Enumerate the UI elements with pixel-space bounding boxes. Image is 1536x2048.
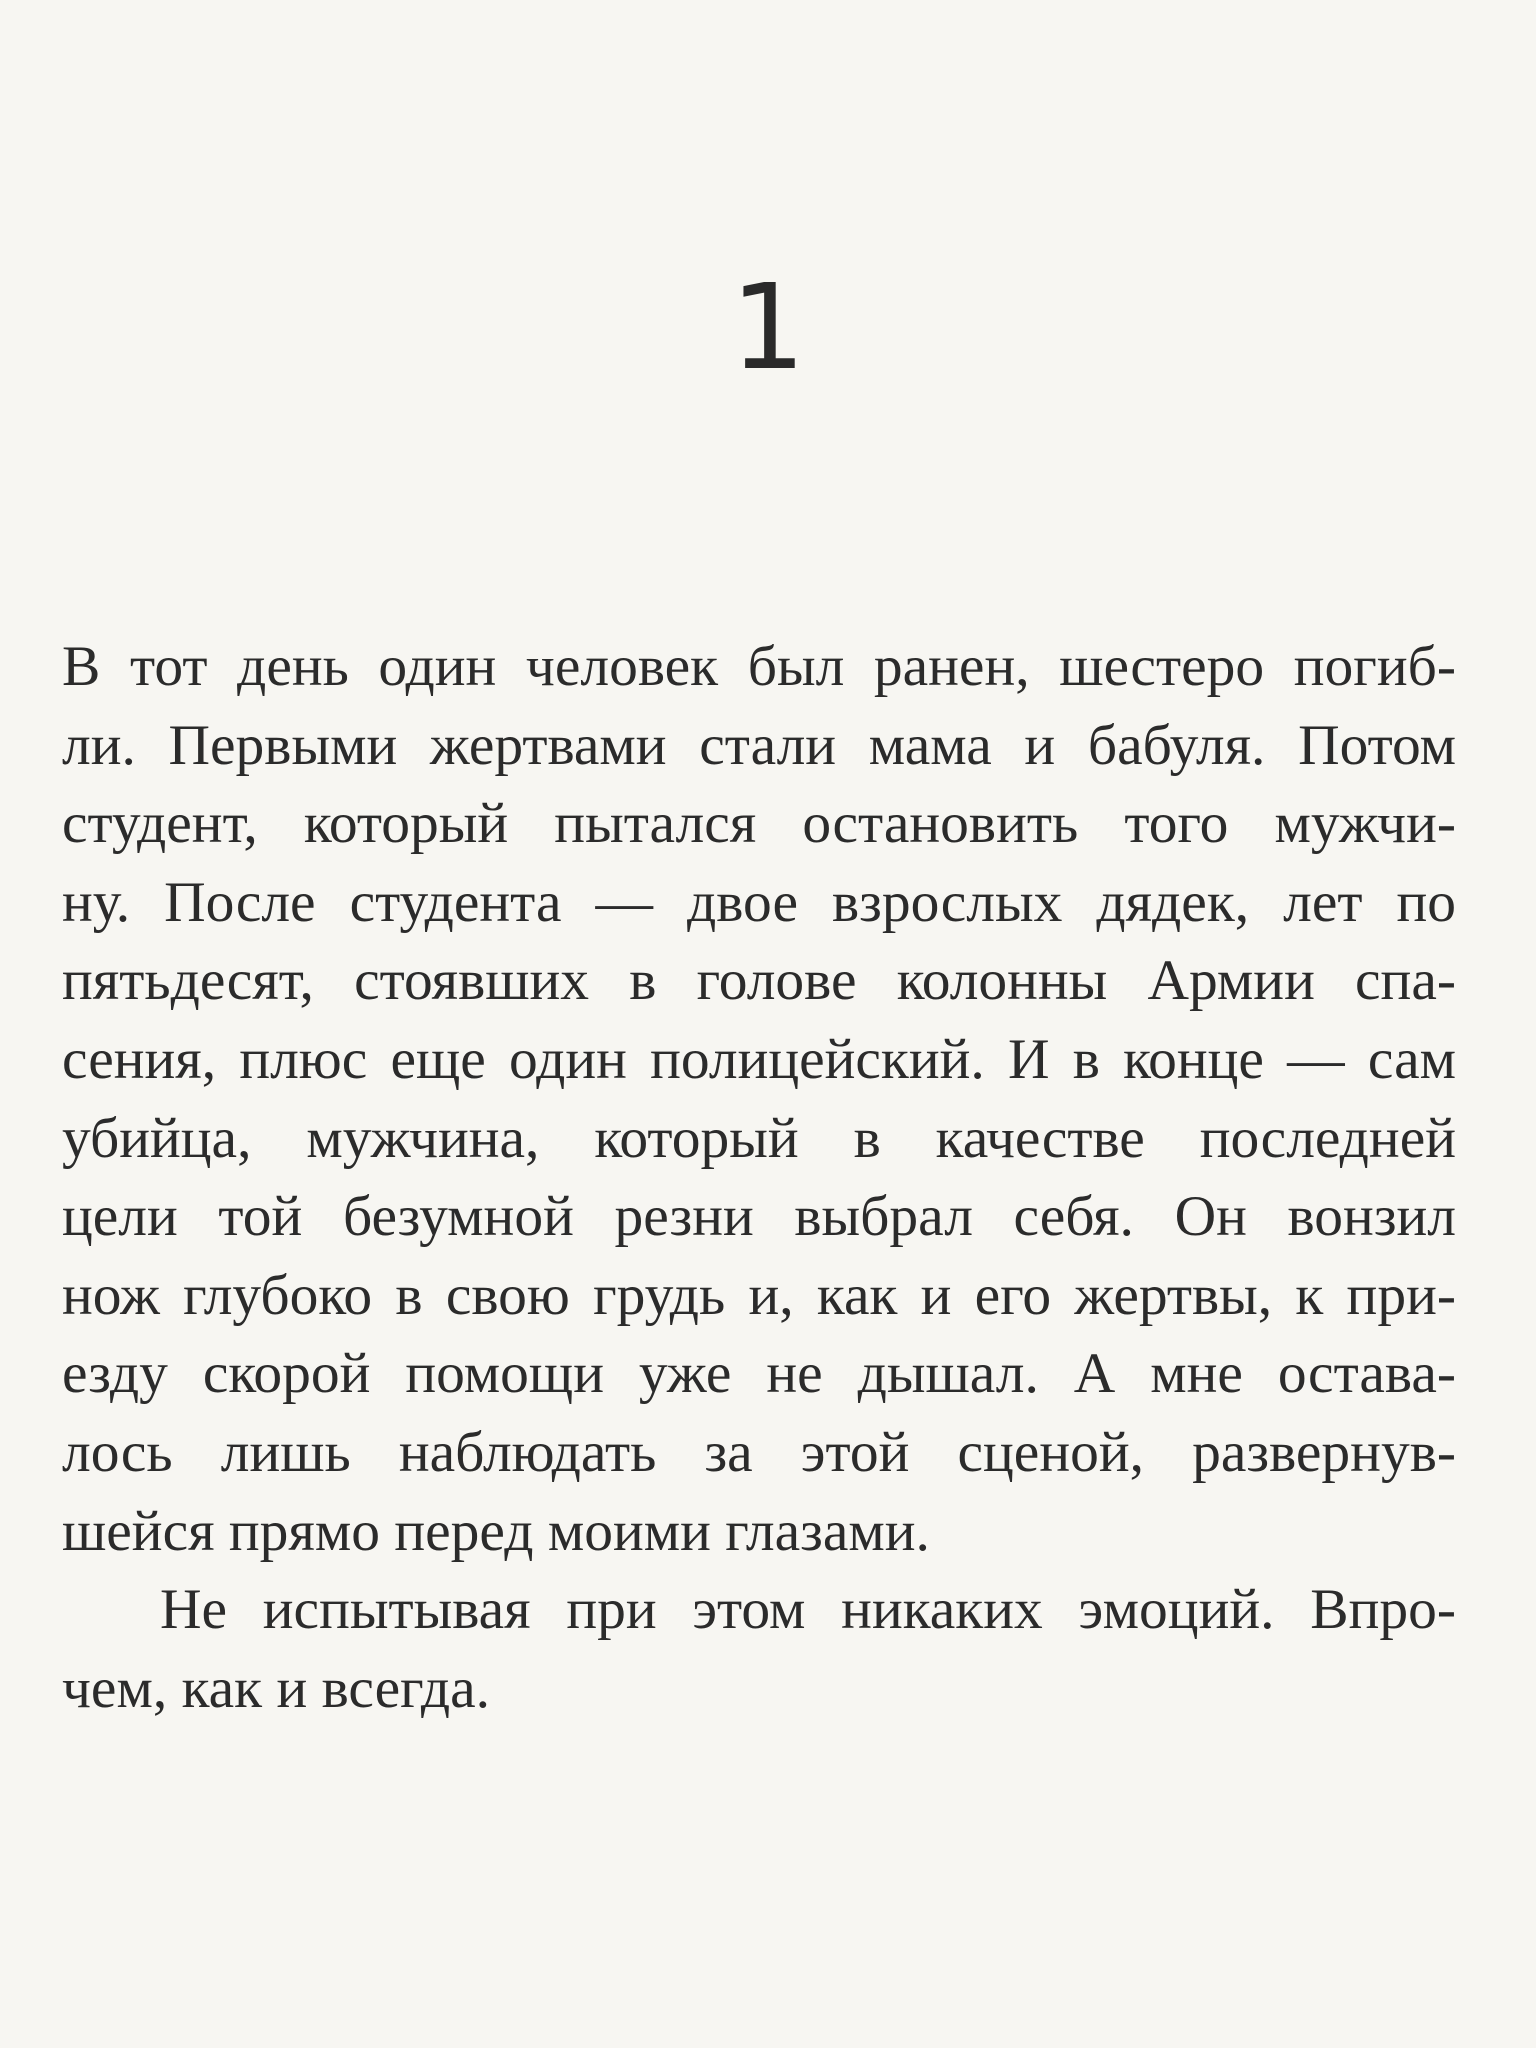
chapter-number: 1 — [730, 258, 806, 396]
chapter-text — [62, 628, 1456, 1728]
text-line: студент, который пытался остановить того мужчи- — [62, 792, 1456, 856]
text-line: убийца, мужчина, который в качестве последней — [62, 1106, 1456, 1170]
text-line: лось лишь наблюдать за этой сценой, развернув- — [62, 1420, 1456, 1484]
text-line: пятьдесят, стоявших в голове колонны Армии спа- — [62, 949, 1456, 1013]
text-line: чем, как и всегда. — [62, 1656, 491, 1720]
text-line: В тот день один человек был ранен, шестеро погиб- — [62, 635, 1456, 698]
text-line: Не испытывая при этом никаких эмоций. Впро- — [160, 1578, 1456, 1642]
text-line: ну. После студента — двое взрослых дядек, лет по — [62, 870, 1456, 934]
text-line: шейся прямо перед моими глазами. — [62, 1499, 930, 1563]
text-line: цели той безумной резни выбрал себя. Он вонзил — [62, 1185, 1456, 1249]
paragraph-2 — [62, 1571, 1456, 1728]
text-line: ли. Первыми жертвами стали мама и бабуля. Потом — [62, 713, 1456, 777]
paragraph-1 — [62, 628, 1456, 1571]
text-line: езду скорой помощи уже не дышал. А мне остава- — [62, 1342, 1456, 1406]
text-line: нож глубоко в свою грудь и, как и его жертвы, к при- — [62, 1263, 1456, 1327]
text-line: сения, плюс еще один полицейский. И в конце — сам — [62, 1027, 1456, 1091]
